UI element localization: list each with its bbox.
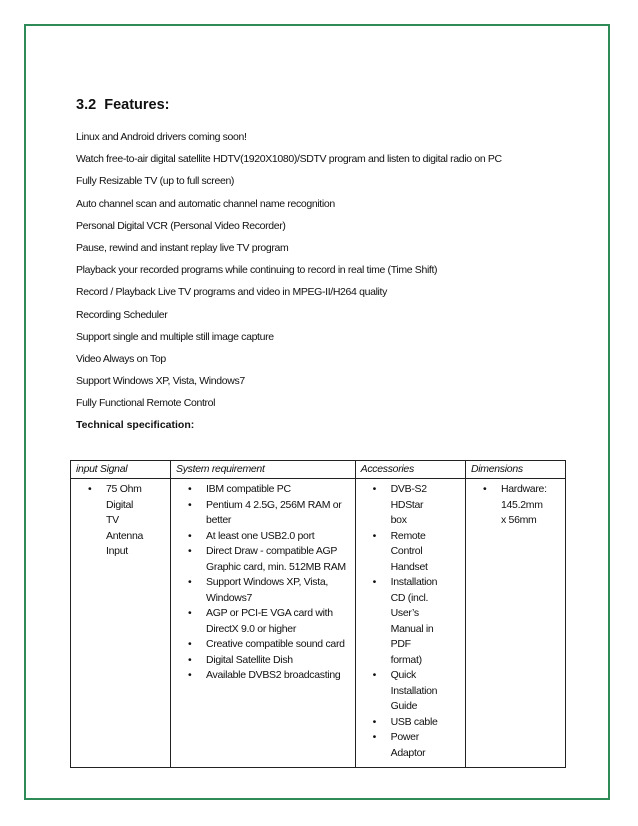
- header-accessories: Accessories: [355, 461, 465, 479]
- list-item: • Power Adaptor: [372, 731, 426, 759]
- feature-item: Record / Playback Live TV programs and video in MPEG-II/H264 quality: [76, 286, 387, 299]
- input-signal-cell: [71, 479, 171, 768]
- list-item: • Remote Control Handset: [372, 529, 428, 573]
- list-item: • 75 Ohm Digital TV Antenna Input: [88, 483, 144, 557]
- list-item: • Quick Installation Guide: [372, 669, 438, 712]
- bullet-icon: •: [372, 669, 377, 681]
- bullet-icon: •: [188, 545, 192, 557]
- bullet-icon: •: [188, 529, 192, 542]
- feature-item: Watch free-to-air digital satellite HDTV(1920X1080)/SDTV program and listen to digital radio on PC: [76, 153, 502, 166]
- bullet-icon: •: [188, 483, 192, 495]
- bullet-icon: •: [188, 638, 192, 650]
- accessories-cell: [355, 479, 465, 768]
- bullet-icon: •: [188, 669, 192, 681]
- bullet-icon: •: [372, 715, 377, 728]
- list-item: • Direct Draw - compatible AGP Graphic card, min. 512MB RAM: [188, 545, 346, 573]
- feature-item: Playback your recorded programs while continuing to record in real time (Time Shift): [76, 264, 438, 277]
- list-item: • Installation CD (incl. User’s Manual in PDF format): [372, 576, 438, 666]
- bullet-icon: •: [188, 653, 192, 666]
- table-row: [71, 479, 566, 768]
- section-number: 3.2: [76, 97, 97, 113]
- feature-item: Linux and Android drivers coming soon!: [76, 131, 247, 143]
- feature-item: Pause, rewind and instant replay live TV program: [76, 241, 289, 254]
- list-item: • Support Windows XP, Vista, Windows7: [188, 576, 328, 604]
- header-dimensions: Dimensions: [465, 461, 565, 479]
- feature-item: Fully Functional Remote Control: [76, 397, 216, 410]
- list-item: • IBM compatible PC: [176, 482, 350, 498]
- section-title: Features:: [104, 97, 170, 113]
- bullet-icon: •: [372, 731, 377, 743]
- list-item: • At least one USB2.0 port: [176, 529, 350, 545]
- feature-item: Support Windows XP, Vista, Windows7: [76, 375, 245, 388]
- feature-item: Support single and multiple still image capture: [76, 330, 274, 343]
- feature-item: Video Always on Top: [76, 352, 166, 365]
- bullet-icon: •: [188, 607, 192, 619]
- list-item: • Hardware: 145.2mm x 56mm: [482, 483, 547, 526]
- bullet-icon: •: [88, 483, 92, 495]
- list-item: • Available DVBS2 broadcasting: [176, 668, 350, 684]
- system-requirement-list: [176, 482, 350, 684]
- header-input-signal: input Signal: [71, 461, 171, 479]
- section-heading: [76, 94, 576, 116]
- accessories-list: [361, 482, 460, 761]
- input-signal-list: [76, 482, 165, 560]
- system-requirement-cell: [171, 479, 356, 768]
- list-item: • USB cable: [361, 715, 441, 731]
- list-item: • AGP or PCI-E VGA card with DirectX 9.0 or higher: [188, 607, 333, 635]
- document-body: [76, 94, 576, 438]
- list-item: • Digital Satellite Dish: [176, 653, 350, 669]
- bullet-icon: •: [372, 529, 377, 542]
- feature-item: Personal Digital VCR (Personal Video Recorder): [76, 219, 286, 232]
- dimensions-list: [471, 482, 560, 529]
- bullet-icon: •: [188, 498, 192, 511]
- dimensions-cell: [465, 479, 565, 768]
- technical-specification-heading: Technical specification:: [76, 419, 195, 432]
- feature-item: Auto channel scan and automatic channel name recognition: [76, 197, 335, 210]
- specification-table: [70, 460, 566, 768]
- list-item: • Pentium 4 2.5G, 256M RAM or better: [188, 498, 342, 526]
- table-header-row: [71, 461, 566, 479]
- list-item: • Creative compatible sound card: [176, 637, 350, 653]
- bullet-icon: •: [372, 576, 377, 588]
- header-system-requirement: System requirement: [171, 461, 356, 479]
- feature-item: Fully Resizable TV (up to full screen): [76, 175, 235, 188]
- feature-item: Recording Scheduler: [76, 308, 168, 321]
- bullet-icon: •: [188, 576, 192, 588]
- bullet-icon: •: [372, 483, 377, 495]
- bullet-icon: •: [482, 483, 487, 495]
- list-item: • DVB-S2 HDStar box: [372, 483, 427, 526]
- feature-list: [76, 126, 576, 414]
